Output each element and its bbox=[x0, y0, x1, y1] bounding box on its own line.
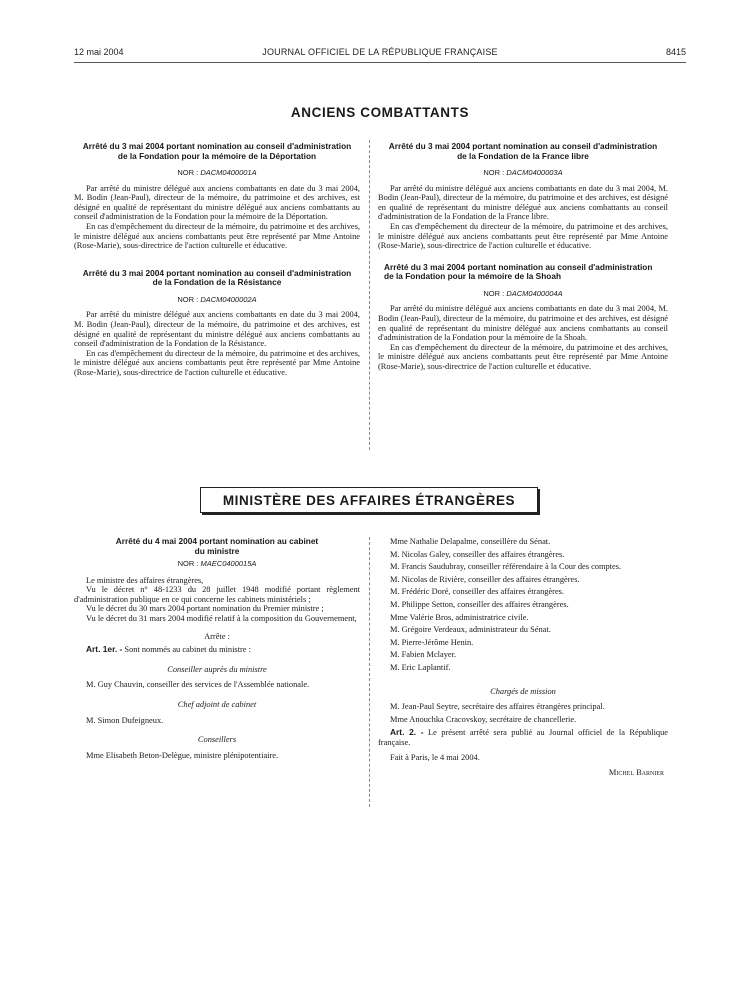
nor-label: NOR : bbox=[483, 168, 505, 177]
article-paragraph: Par arrêté du ministre délégué aux anciens combattants en date du 3 mai 2004, M. Bodin (Jean-Paul), directeur de la mémoire, du patrimoine et des archives, est désigné en qualité de représentant du ministre délégué aux anciens combattants au conseil d'administration de la Fondation pour la mémoire de la Shoah. bbox=[378, 304, 668, 343]
arrete-line: Arrête : bbox=[204, 631, 230, 641]
subheading: Conseiller auprès du ministre bbox=[167, 664, 267, 674]
nor-line bbox=[74, 559, 360, 569]
article-paragraph: Par arrêté du ministre délégué aux anciens combattants en date du 3 mai 2004, M. Bodin (Jean-Paul), directeur de la mémoire, du patrimoine et des archives, est désigné en qualité de représentant du ministre délégué aux anciens combattants au conseil d'administration de la Fondation de la France libre. bbox=[378, 183, 668, 222]
issue-date: 12 mai 2004 bbox=[74, 47, 124, 57]
article-shoah bbox=[378, 263, 668, 372]
appointee: M. Frédéric Doré, conseiller des affaires étrangères. bbox=[390, 587, 565, 597]
article-title: Arrêté du 4 mai 2004 portant nomination au cabinet du ministre bbox=[115, 536, 319, 556]
article-title: Arrêté du 3 mai 2004 portant nomination au conseil d'administration de la Fondation pour la mémoire de la Déportation bbox=[82, 141, 352, 161]
article-paragraph: En cas d'empêchement du directeur de la mémoire, du patrimoine et des archives, le ministre délégué aux anciens combattants peut être représenté par Mme Antoine (Rose-Marie), sous-directrice de l'action culturelle et éducative. bbox=[74, 348, 360, 377]
appointee: M. Pierre-Jérôme Henin. bbox=[390, 637, 474, 647]
appointee: Mme Elisabeth Beton-Delègue, ministre plénipotentiaire. bbox=[86, 750, 279, 760]
appointee: M. Simon Dufeigneux. bbox=[86, 715, 164, 725]
page-number: 8415 bbox=[665, 47, 686, 57]
nor-code: DACM0400001A bbox=[200, 168, 257, 177]
nor-code: DACM0400003A bbox=[506, 168, 563, 177]
nor-line bbox=[378, 289, 668, 299]
appointee: M. Philippe Setton, conseiller des affaires étrangères. bbox=[390, 599, 569, 609]
nor-code: DACM0400004A bbox=[506, 288, 563, 298]
column-divider bbox=[369, 140, 370, 450]
appointee: Mme Anouchka Cracovskoy, secrétaire de chancellerie. bbox=[390, 714, 577, 724]
appointee: M. Grégoire Verdeaux, administrateur du Sénat. bbox=[390, 625, 551, 635]
appointee: M. Guy Chauvin, conseiller des services de l'Assemblée nationale. bbox=[86, 680, 310, 690]
nor-label: NOR : bbox=[483, 288, 505, 298]
article-label: Art. 1er. - bbox=[86, 644, 123, 655]
article-paragraph: Vu le décret du 30 mars 2004 portant nomination du Premier ministre ; bbox=[86, 604, 324, 614]
fait-line: Fait à Paris, le 4 mai 2004. bbox=[390, 752, 480, 762]
article-deportation bbox=[74, 142, 360, 251]
article-text: Le présent arrêté sera publié au Journal officiel de la République française. bbox=[378, 728, 668, 747]
article-title: Arrêté du 3 mai 2004 portant nomination au conseil d'administration de la Fondation de la France libre bbox=[388, 141, 658, 161]
nor-label: NOR : bbox=[177, 168, 199, 177]
article-resistance bbox=[74, 269, 360, 378]
appointee: M. Jean-Paul Seytre, secrétaire des affaires étrangères principal. bbox=[390, 702, 605, 712]
article-paragraph: Le ministre des affaires étrangères, bbox=[86, 575, 204, 585]
column-divider bbox=[369, 537, 370, 807]
section-title-text: MINISTÈRE DES AFFAIRES ÉTRANGÈRES bbox=[222, 492, 516, 508]
article-paragraph: Par arrêté du ministre délégué aux anciens combattants en date du 3 mai 2004, M. Bodin (Jean-Paul), directeur de la mémoire, du patrimoine et des archives, est désigné en qualité de représentant du ministre délégué aux anciens combattants au conseil d'administration de la Fondation pour la mémoire de la Déportation. bbox=[74, 183, 360, 222]
article-1 bbox=[74, 645, 360, 655]
nor-code: DACM0400002A bbox=[200, 294, 257, 304]
mae-left-column bbox=[74, 537, 360, 760]
ac-right-column bbox=[378, 142, 668, 372]
appointee: M. Nicolas de Rivière, conseiller des affaires étrangères. bbox=[390, 574, 580, 584]
article-france-libre bbox=[378, 142, 668, 251]
signature: Michel Barnier bbox=[608, 768, 664, 778]
article-paragraph: Vu le décret n° 48-1233 du 28 juillet 1948 modifié portant règlement d'administration publique en ce qui concerne les cabinets ministériels ; bbox=[74, 585, 360, 604]
appointee: M. Francis Saudubray, conseiller référendaire à la Cour des comptes. bbox=[390, 562, 622, 572]
appointee: M. Nicolas Galey, conseiller des affaires étrangères. bbox=[390, 549, 565, 559]
article-title: Arrêté du 3 mai 2004 portant nomination au conseil d'administration de la Fondation de la Résistance bbox=[82, 267, 352, 288]
mae-right-column bbox=[378, 537, 668, 778]
subheading: Conseillers bbox=[197, 735, 237, 745]
article-label: Art. 2. - bbox=[390, 727, 424, 738]
header-rule bbox=[74, 62, 686, 63]
section-title-anciens-combattants: ANCIENS COMBATTANTS bbox=[290, 105, 470, 120]
subheading: Chargés de mission bbox=[490, 686, 556, 696]
article-paragraph: En cas d'empêchement du directeur de la mémoire, du patrimoine et des archives, le ministre délégué aux anciens combattants peut être représenté par Mme Antoine (Rose-Marie), sous-directrice de l'action culturelle et éducative. bbox=[378, 221, 668, 251]
appointee: Mme Nathalie Delapalme, conseillère du Sénat. bbox=[390, 537, 551, 546]
article-text: Sont nommés au cabinet du ministre : bbox=[124, 645, 251, 655]
article-paragraph: Vu le décret du 31 mars 2004 modifié relatif à la composition du Gouvernement, bbox=[86, 613, 357, 623]
nor-label: NOR : bbox=[177, 559, 199, 568]
nor-line bbox=[378, 168, 668, 178]
subheading: Chef adjoint de cabinet bbox=[177, 699, 257, 709]
appointee: M. Eric Laplantif. bbox=[390, 662, 451, 672]
page-header bbox=[74, 47, 686, 61]
article-title: Arrêté du 3 mai 2004 portant nomination au conseil d'administration de la Fondation pour la mémoire de la Shoah bbox=[384, 261, 653, 282]
article-2 bbox=[378, 728, 668, 747]
article-paragraph: Par arrêté du ministre délégué aux anciens combattants en date du 3 mai 2004, M. Bodin (Jean-Paul), directeur de la mémoire, du patrimoine et des archives, est désigné en qualité de représentant du ministre délégué aux anciens combattants au conseil d'administration de la Fondation de la Résistance. bbox=[74, 310, 360, 349]
article-paragraph: En cas d'empêchement du directeur de la mémoire, du patrimoine et des archives, le ministre délégué aux anciens combattants peut être représenté par Mme Antoine (Rose-Marie), sous-directrice de l'action culturelle et éducative. bbox=[378, 342, 668, 371]
ac-left-column bbox=[74, 142, 360, 378]
appointee: M. Fabien Mclayer. bbox=[390, 650, 457, 660]
article-paragraph: En cas d'empêchement du directeur de la mémoire, du patrimoine et des archives, le ministre délégué aux anciens combattants peut être représenté par Mme Antoine (Rose-Marie), sous-directrice de l'action culturelle et éducative. bbox=[74, 221, 360, 251]
appointee: Mme Valérie Bros, administratrice civile. bbox=[390, 612, 529, 622]
nor-code: MAEC0400015A bbox=[200, 559, 257, 568]
journal-title: JOURNAL OFFICIEL DE LA RÉPUBLIQUE FRANÇAISE bbox=[262, 47, 498, 57]
section-title-affaires-etrangeres bbox=[200, 487, 538, 513]
nor-label: NOR : bbox=[177, 294, 199, 304]
nor-line bbox=[74, 168, 360, 178]
nor-line bbox=[74, 295, 360, 305]
